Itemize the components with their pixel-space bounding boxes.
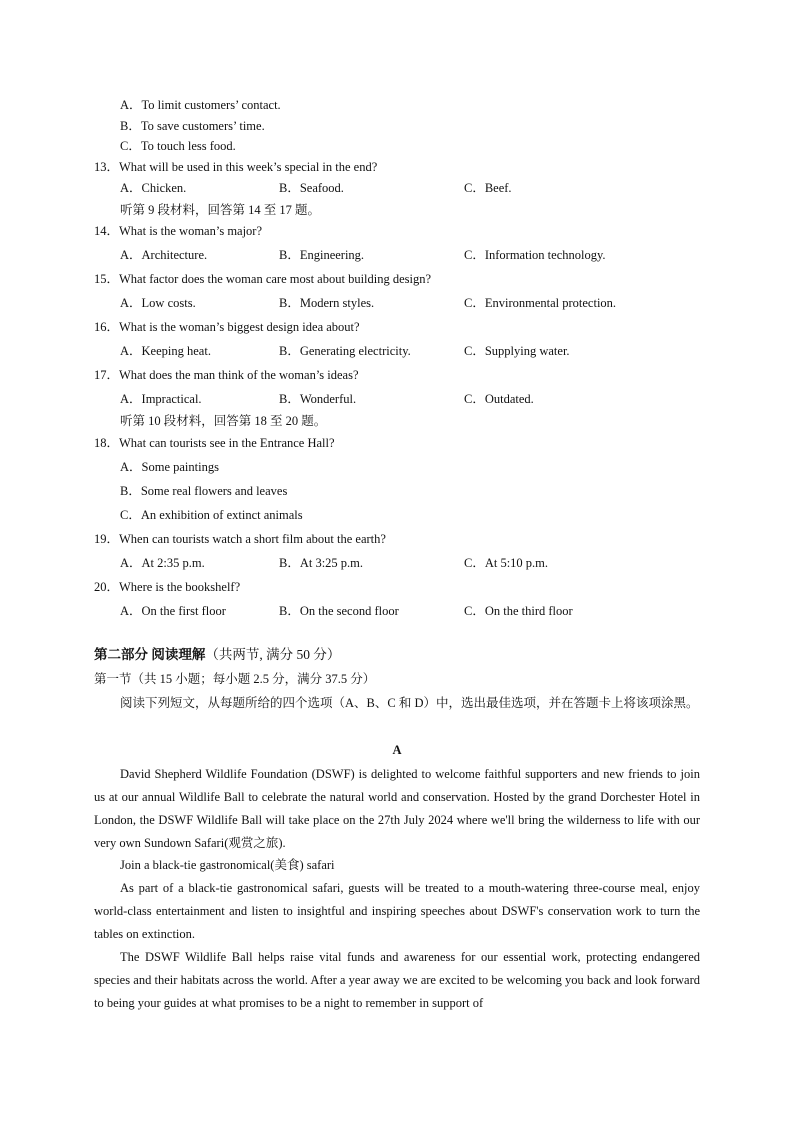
passage-subheading: Join a black-tie gastronomical(美食) safari xyxy=(120,858,335,872)
part2-section1: 第一节（共 15 小题；每小题 2.5 分，满分 37.5 分） xyxy=(94,672,376,686)
reading-instructions: 阅读下列短文，从每题所给的四个选项（A、B、C 和 D）中，选出最佳选项，并在答题卡上将该项涂黑。 xyxy=(120,696,699,710)
q19-text: 19．When can tourists watch a short film about the earth? xyxy=(94,532,386,546)
q12-option-b: B．To save customers’ time. xyxy=(120,119,265,133)
q15-option-a: A．Low costs. xyxy=(120,296,196,310)
q13-option-c: C．Beef. xyxy=(464,181,512,195)
section9-instruction: 听第 9 段材料，回答第 14 至 17 题。 xyxy=(120,203,321,217)
part2-title-bold: 第二部分 阅读理解 xyxy=(94,647,206,662)
q13-option-a: A．Chicken. xyxy=(120,181,187,195)
q16-option-a: A．Keeping heat. xyxy=(120,344,211,358)
q13-option-b: B．Seafood. xyxy=(279,181,344,195)
q17-text: 17．What does the man think of the woman’s ideas? xyxy=(94,368,359,382)
q20-option-b: B．On the second floor xyxy=(279,604,399,618)
q20-option-c: C．On the third floor xyxy=(464,604,573,618)
q20-text: 20．Where is the bookshelf? xyxy=(94,580,241,594)
q17-option-b: B．Wonderful. xyxy=(279,392,357,406)
q12-option-c: C．To touch less food. xyxy=(120,139,236,153)
q19-option-a: A．At 2:35 p.m. xyxy=(120,556,205,570)
q12-option-a: A．To limit customers’ contact. xyxy=(120,98,281,112)
q13-text: 13．What will be used in this week’s special in the end? xyxy=(94,160,378,174)
q15-option-c: C．Environmental protection. xyxy=(464,296,617,310)
passage-paragraph-3: The DSWF Wildlife Ball helps raise vital funds and awareness for our essential work, protecting endangered species and their habitats across the world. After a year away we are excited to be welcoming you back and look forward to being your guides at what promises to be a night to remember in support of xyxy=(94,950,700,1010)
q16-text: 16．What is the woman’s biggest design idea about? xyxy=(94,320,360,334)
q19-option-b: B．At 3:25 p.m. xyxy=(279,556,364,570)
q17-option-c: C．Outdated. xyxy=(464,392,534,406)
q18-option-c: C．An exhibition of extinct animals xyxy=(120,508,303,522)
q14-option-b: B．Engineering. xyxy=(279,248,365,262)
q18-text: 18．What can tourists see in the Entrance Hall? xyxy=(94,436,335,450)
passage-paragraph-1: David Shepherd Wildlife Foundation (DSWF) is delighted to welcome faithful supporters and new friends to join us at our annual Wildlife Ball to celebrate the natural world and conservation. Hosted by the grand Dorchester Hotel in London, the DSWF Wildlife Ball will take place on the 27th July 2024 where we'll bring the wilderness to life with our very own Sundown Safari(观赏之旅). xyxy=(94,767,700,850)
q20-option-a: A．On the first floor xyxy=(120,604,226,618)
q14-option-c: C．Information technology. xyxy=(464,248,606,262)
q18-option-b: B．Some real flowers and leaves xyxy=(120,484,288,498)
part2-title-rest: （共两节, 满分 50 分） xyxy=(205,647,341,662)
part2-title xyxy=(94,647,340,663)
q14-option-a: A．Architecture. xyxy=(120,248,208,262)
q15-text: 15．What factor does the woman care most about building design? xyxy=(94,272,432,286)
q18-option-a: A．Some paintings xyxy=(120,460,219,474)
passage-paragraph-2: As part of a black-tie gastronomical safari, guests will be treated to a mouth-watering three-course meal, enjoy world-class entertainment and listen to insightful and inspiring speeches about DSWF's conservation work to turn the tables on extinction. xyxy=(94,881,700,941)
passage-label: A xyxy=(392,743,402,757)
q15-option-b: B．Modern styles. xyxy=(279,296,375,310)
q16-option-c: C．Supplying water. xyxy=(464,344,570,358)
q14-text: 14．What is the woman’s major? xyxy=(94,224,263,238)
q17-option-a: A．Impractical. xyxy=(120,392,202,406)
q19-option-c: C．At 5:10 p.m. xyxy=(464,556,549,570)
q16-option-b: B．Generating electricity. xyxy=(279,344,411,358)
section10-instruction: 听第 10 段材料，回答第 18 至 20 题。 xyxy=(120,414,327,428)
